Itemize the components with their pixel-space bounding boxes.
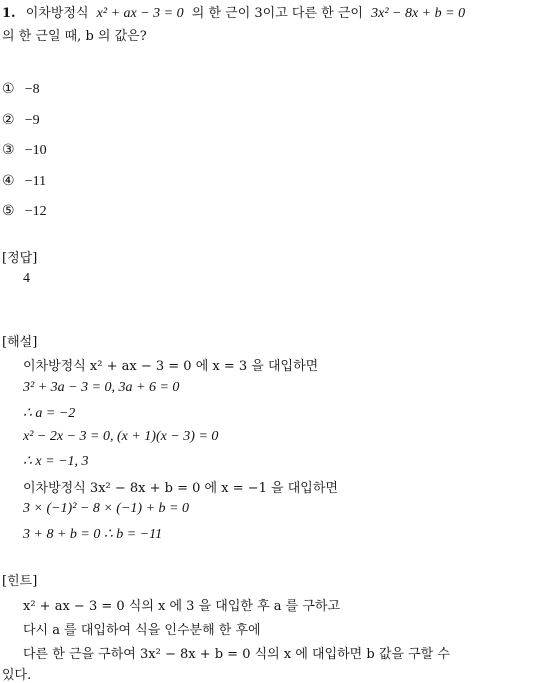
- hint-line-2: 다시 a 를 대입하여 식을 인수분해 한 후에: [23, 623, 261, 638]
- explanation-line-5: ∴ x = −1, 3: [23, 454, 89, 469]
- question-line-2: 의 한 근일 때, b 의 값은?: [2, 29, 147, 44]
- choice-marker: ⑤: [2, 203, 15, 219]
- equation-1: x² + ax − 3 = 0: [96, 6, 184, 21]
- equation-2: 3x² − 8x + b = 0: [371, 6, 466, 21]
- hint-line-1: x² + ax − 3 = 0 식의 x 에 3 을 대입한 후 a 를 구하고: [23, 599, 341, 614]
- question-number: 1.: [2, 6, 16, 21]
- choice-1[interactable]: [2, 81, 40, 98]
- explanation-line-8: 3 + 8 + b = 0 ∴ b = −11: [23, 527, 163, 542]
- hint-header: [힌트]: [2, 574, 38, 589]
- choice-value: −9: [24, 113, 40, 128]
- explanation-line-7: 3 × (−1)² − 8 × (−1) + b = 0: [23, 501, 189, 516]
- choice-value: −10: [24, 143, 47, 158]
- choice-3[interactable]: [2, 142, 47, 159]
- question-lead: 이차방정식: [25, 6, 89, 21]
- choice-value: −11: [24, 174, 47, 189]
- question-mid: 의 한 근이 3이고 다른 한 근이: [191, 6, 363, 21]
- explanation-line-2: 3² + 3a − 3 = 0, 3a + 6 = 0: [23, 380, 180, 395]
- choice-value: −12: [24, 204, 47, 219]
- choice-value: −8: [24, 82, 40, 97]
- question-line-1: [2, 2, 465, 22]
- explanation-line-1: 이차방정식 x² + ax − 3 = 0 에 x = 3 을 대입하면: [23, 359, 319, 374]
- choice-4[interactable]: [2, 173, 46, 190]
- answer-value: 4: [23, 271, 30, 286]
- choice-marker: ④: [2, 173, 15, 189]
- hint-line-3: 다른 한 근을 구하여 3x² − 8x + b = 0 식의 x 에 대입하면 b 값을 구할 수: [23, 647, 450, 662]
- explanation-line-6: 이차방정식 3x² − 8x + b = 0 에 x = −1 을 대입하면: [23, 481, 338, 496]
- hint-line-4: 있다.: [2, 668, 32, 683]
- choice-marker: ②: [2, 112, 15, 128]
- choice-marker: ①: [2, 81, 15, 97]
- explanation-header: [해설]: [2, 335, 38, 350]
- choice-2[interactable]: [2, 112, 40, 129]
- choice-marker: ③: [2, 142, 15, 158]
- explanation-line-4: x² − 2x − 3 = 0, (x + 1)(x − 3) = 0: [23, 429, 219, 444]
- explanation-line-3: ∴ a = −2: [23, 406, 76, 421]
- choice-5[interactable]: [2, 203, 47, 220]
- answer-header: [정답]: [2, 251, 38, 266]
